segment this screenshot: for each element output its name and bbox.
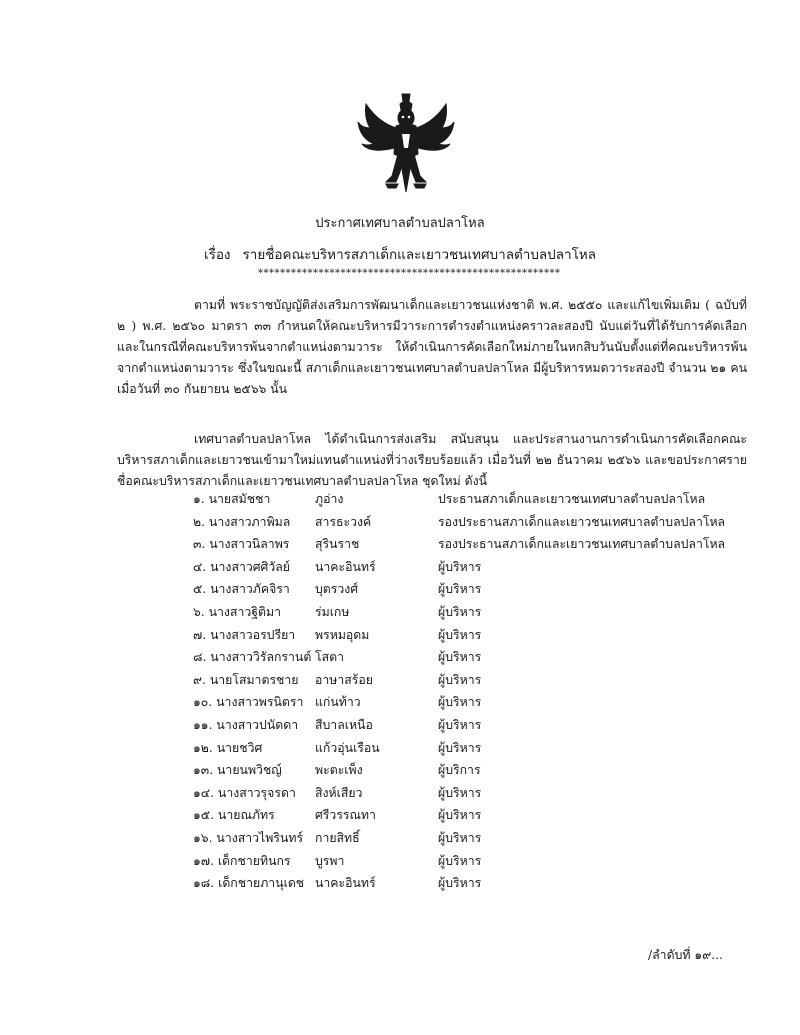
list-item (193, 691, 773, 714)
continuation-note: /ลำดับที่ ๑๙... (648, 948, 723, 962)
member-position: ผู้บริหาร (438, 785, 482, 800)
garuda-emblem-icon (356, 92, 456, 204)
list-item (193, 737, 773, 760)
list-item (193, 578, 773, 601)
member-name: ๑๘. เด็กชายภานุเดช (193, 876, 305, 891)
member-position: ผู้บริการ (438, 763, 481, 778)
member-list (193, 488, 773, 895)
member-surname: สุรินราช (315, 537, 360, 552)
star-divider: ******************************************************* (258, 268, 561, 279)
member-surname: นาคะอินทร์ (315, 876, 376, 891)
member-name: ๑๖. นางสาวไพรินทร์ (193, 830, 304, 845)
member-position: รองประธานสภาเด็กและเยาวชนเทศบาลตำบลปลาโหล (438, 537, 726, 552)
member-surname: แก้วอุ่นเรือน (315, 740, 380, 755)
member-surname: ร่มเกษ (315, 604, 350, 619)
subject-text: รายชื่อคณะบริหารสภาเด็กและเยาวชนเทศบาลตำบลปลาโหล (242, 247, 597, 263)
member-name: ๑๓. นายนพวิชญ์ (193, 763, 282, 778)
member-position: ผู้บริหาร (438, 695, 482, 710)
member-name: ๓. นางสาวนิลาพร (193, 537, 290, 552)
member-surname: สิงห์เสียว (315, 785, 363, 800)
member-position: ผู้บริหาร (438, 604, 482, 619)
member-surname: แก่นท้าว (315, 695, 361, 710)
list-item (193, 827, 773, 850)
list-item (193, 511, 773, 534)
member-position: ผู้บริหาร (438, 650, 482, 665)
member-surname: บูรพา (315, 853, 345, 868)
subject-label: เรื่อง (203, 247, 231, 263)
member-name: ๙. นายโสมาตรชาย (193, 672, 299, 687)
member-position: ผู้บริหาร (438, 627, 482, 642)
member-name: ๑๕. นายณภัทร (193, 808, 275, 823)
list-item (193, 556, 773, 579)
member-surname: โสตา (315, 650, 345, 665)
announcement-subject (0, 243, 800, 265)
member-position: ผู้บริหาร (438, 808, 482, 823)
paragraph-1 (117, 295, 747, 400)
member-surname: นาคะอินทร์ (315, 559, 376, 574)
list-item (193, 669, 773, 692)
member-position: รองประธานสภาเด็กและเยาวชนเทศบาลตำบลปลาโหล (438, 514, 726, 529)
member-name: ๕. นางสาวภัคจิรา (193, 582, 290, 597)
list-item (193, 714, 773, 737)
list-item (193, 759, 773, 782)
member-name: ๗. นางสาวอรปรียา (193, 627, 296, 642)
member-position: ผู้บริหาร (438, 717, 482, 732)
member-name: ๑๔. นางสาวรุจรดา (193, 785, 296, 800)
member-surname: ศรีวรรณทา (315, 808, 376, 823)
member-name: ๔. นางสาวศศิวัลย์ (193, 559, 291, 574)
paragraph-1-text: ตามที่ พระราชบัญญัติส่งเสริมการพัฒนาเด็กและเยาวชนแห่งชาติ พ.ศ. ๒๕๕๐ และแก้ไขเพิ่มเติม ( ฉบับที่ ๒ ) พ.ศ. ๒๕๖๐ มาตรา ๓๓ กำหนดให้คณะบริหารมีวาระการดำรงตำแหน่งคราวละสองปี นับแต่วันที่ได้รับการคัดเลือก และในกรณีที่คณะบริหารพ้นจากตำแหน่งตามวาระ ให้ดำเนินการคัดเลือกใหม่ภายในหกสิบวันนับตั้งแต่ที่คณะบริหารพ้นจากตำแหน่งตามวาระ ซึ่งในขณะนี้ สภาเด็กและเยาวชนเทศบาลตำบลปลาโหล มีผู้บริหารหมดวาระสองปี จำนวน ๒๑ คน เมื่อวันที่ ๓๐ กันยายน ๒๕๖๖ นั้น (117, 298, 747, 396)
member-position: ผู้บริหาร (438, 672, 482, 687)
member-name: ๑๒. นายชวิศ (193, 740, 263, 755)
list-item (193, 646, 773, 669)
member-name: ๑๑. นางสาวปนัดดา (193, 717, 299, 732)
member-name: ๘. นางสาววิรัลกรานต์ (193, 650, 312, 665)
member-name: ๖. นางสาวฐิติมา (193, 604, 282, 619)
member-position: ผู้บริหาร (438, 830, 482, 845)
member-name: ๑. นายสมัชชา (193, 492, 271, 506)
paragraph-2-text: เทศบาลตำบลปลาโหล ได้ดำเนินการส่งเสริม สนับสนุน และประสานงานการดำเนินการคัดเลือกคณะบริหารสภาเด็กและเยาวชนเข้ามาใหม่แทนตำแหน่งที่ว่างเรียบร้อยแล้ว เมื่อวันที่ ๒๒ ธันวาคม ๒๕๖๖ และขอประกาศรายชื่อคณะบริหารสภาเด็กและเยาวชนเทศบาลตำบลปลาโหล ชุดใหม่ ดังนี้ (117, 432, 747, 488)
member-position: ผู้บริหาร (438, 740, 482, 755)
member-surname: พรหมอุดม (315, 627, 370, 642)
member-surname: สารธะวงค์ (315, 514, 372, 529)
announcement-title: ประกาศเทศบาลตำบลปลาโหล (315, 216, 485, 231)
list-item (193, 624, 773, 647)
list-item (193, 488, 773, 511)
list-item (193, 804, 773, 827)
member-surname: พะตะเพ็ง (315, 763, 363, 778)
member-surname: บุตรวงศ์ (315, 582, 359, 597)
list-item (193, 601, 773, 624)
member-surname: อาษาสร้อย (315, 672, 374, 687)
member-name: ๒. นางสาวภาพิมล (193, 514, 291, 529)
member-surname: กายสิทธิ์ (315, 830, 360, 845)
list-item (193, 850, 773, 873)
member-position: ผู้บริหาร (438, 853, 482, 868)
member-name: ๑๗. เด็กชายทินกร (193, 853, 291, 868)
member-position: ผู้บริหาร (438, 559, 482, 574)
list-item (193, 533, 773, 556)
list-item (193, 872, 773, 895)
member-position: ผู้บริหาร (438, 582, 482, 597)
list-item (193, 782, 773, 805)
paragraph-2 (117, 429, 747, 492)
member-position: ประธานสภาเด็กและเยาวชนเทศบาลตำบลปลาโหล (438, 492, 706, 506)
member-surname: ภูอ่าง (315, 492, 344, 506)
member-name: ๑๐. นางสาวพรนิตรา (193, 695, 304, 710)
member-surname: สีบาลเหนือ (315, 717, 373, 732)
member-position: ผู้บริหาร (438, 876, 482, 891)
